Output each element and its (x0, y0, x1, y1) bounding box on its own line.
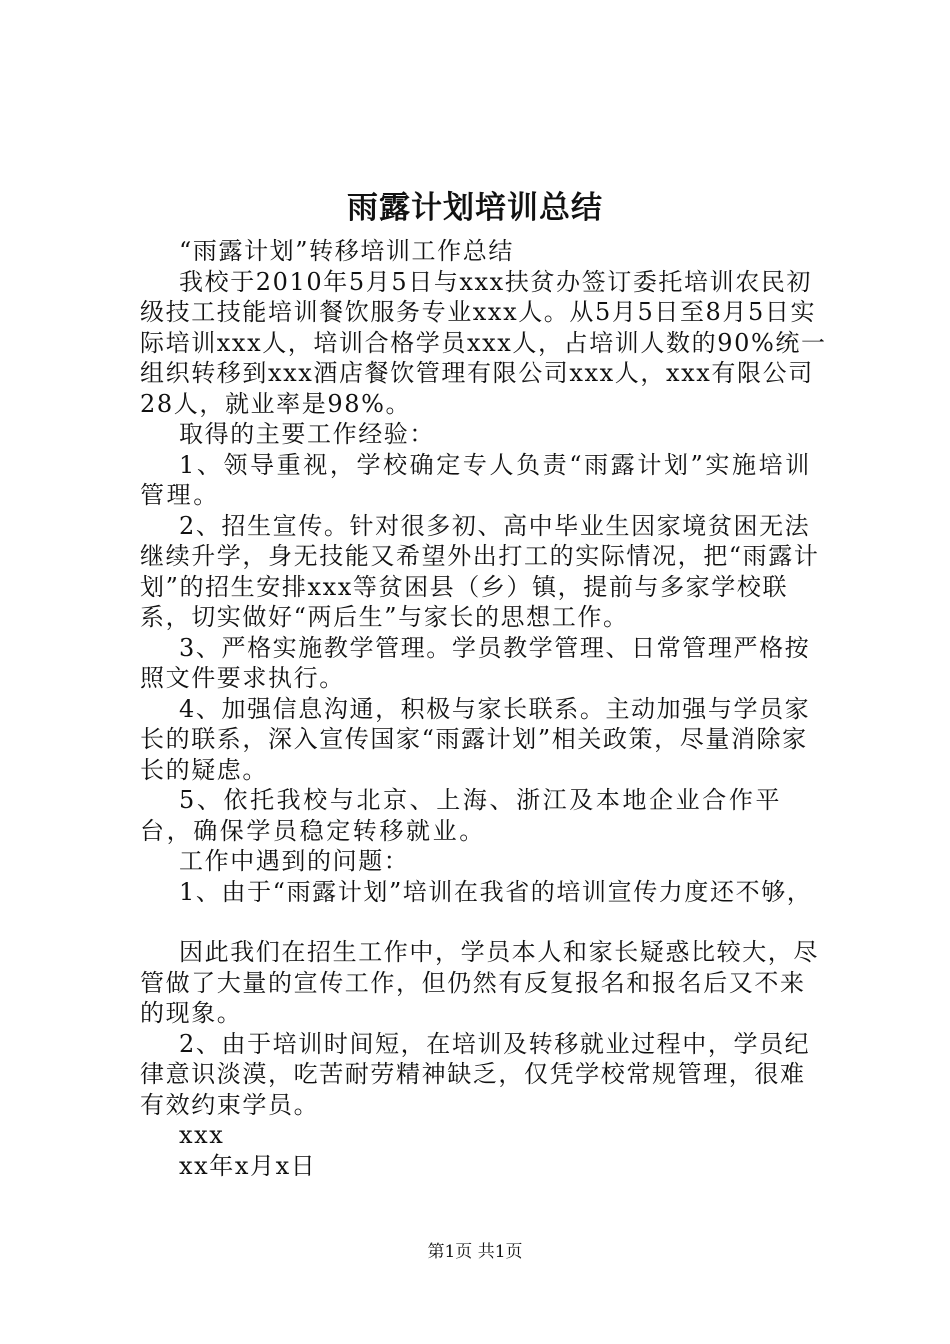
problem-item-1: 1、由于“雨露计划”培训在我省的培训宣传力度还不够， (179, 877, 813, 906)
page-footer: 第1页 共1页 (427, 1242, 523, 1262)
signature-date: xx年x月x日 (179, 1151, 317, 1180)
blank-line (140, 907, 830, 937)
experience-item-3: 3、严格实施教学管理。学员教学管理、日常管理严格按照文件要求执行。 (140, 633, 811, 692)
experience-item-2: 2、招生宣传。针对很多初、高中毕业生因家境贫困无法继续升学，身无技能又希望外出打工的实际情况，把“雨露计划”的招生安排xxx等贫困县（乡）镇，提前与多家学校联系，切实做好“两后生”与家长的思想工作。 (140, 511, 820, 631)
experience-heading: 取得的主要工作经验： (179, 420, 435, 448)
problem-item-2: 2、由于培训时间短，在培训及转移就业过程中，学员纪律意识淡漠，吃苦耐劳精神缺乏，仅凭学校常规管理，很难有效约束学员。 (140, 1029, 811, 1119)
subtitle-paragraph: “雨露计划”转移培训工作总结 (179, 237, 514, 265)
experience-item-4: 4、加强信息沟通，积极与家长联系。主动加强与学员家长的联系，深入宣传国家“雨露计划”相关政策，尽量消除家长的疑虑。 (140, 694, 811, 784)
experience-item-5: 5、依托我校与北京、上海、浙江及本地企业合作平台，确保学员稳定转移就业。 (140, 786, 783, 845)
problem-item-1-continued: 因此我们在招生工作中，学员本人和家长疑惑比较大，尽管做了大量的宣传工作，但仍然有反复报名和报名后又不来的现象。 (140, 938, 819, 1027)
problems-heading: 工作中遇到的问题： (179, 847, 410, 875)
intro-paragraph: 我校于2010年5月5日与xxx扶贫办签订委托培训农民初级技工技能培训餐饮服务专业xxx人。从5月5日至8月5日实际培训xxx人，培训合格学员xxx人，占培训人数的90%统一组织转移到xxx酒店餐饮管理有限公司xxx人，xxx有限公司28人，就业率是98%。 (140, 267, 827, 418)
document-body (140, 236, 830, 1181)
document-title: 雨露计划培训总结 (347, 190, 603, 226)
experience-item-1: 1、领导重视，学校确定专人负责“雨露计划”实施培训管理。 (140, 450, 812, 509)
signature-name: xxx (179, 1121, 225, 1149)
